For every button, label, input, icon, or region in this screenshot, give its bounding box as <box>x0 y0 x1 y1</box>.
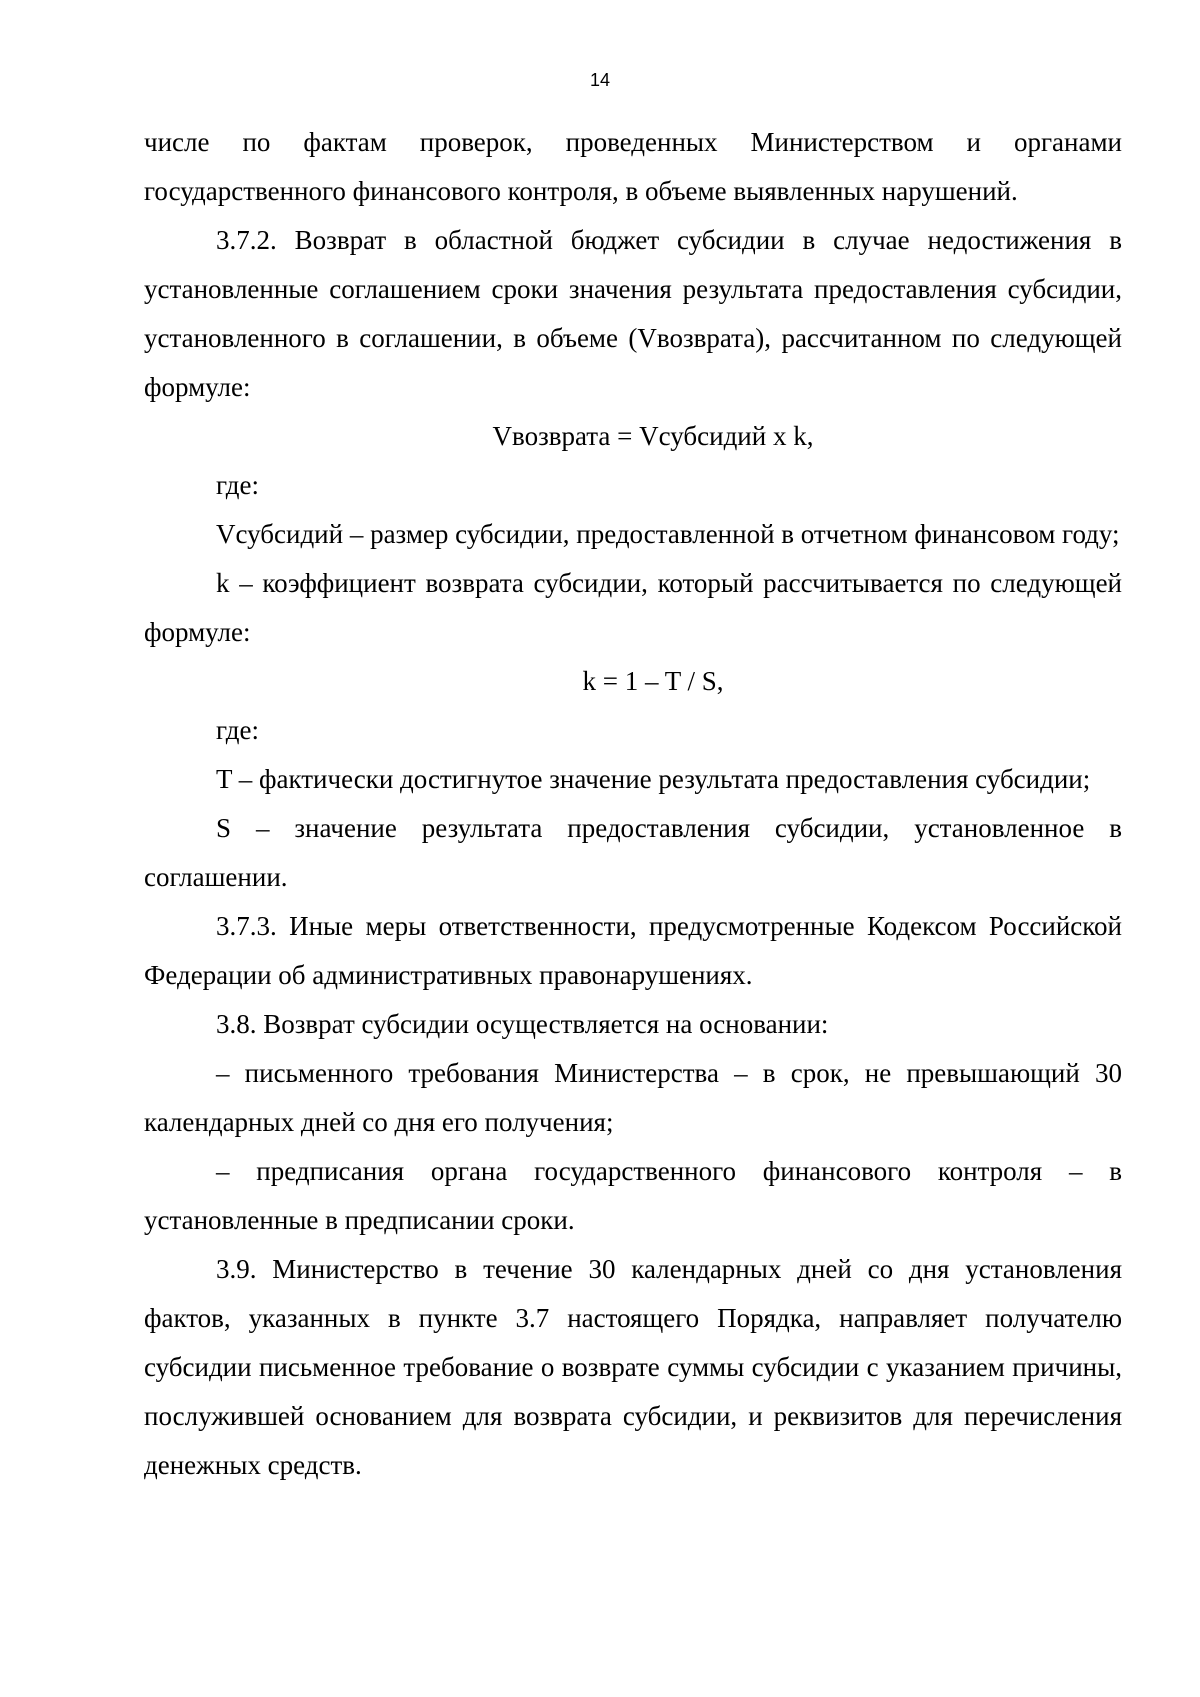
paragraph-3-7-3: 3.7.3. Иные меры ответственности, предусмотренные Кодексом Российской Федерации об административных правонарушениях. <box>144 911 1122 990</box>
formula-v-vozvrata: Vвозврата = Vсубсидий x k, <box>492 421 814 451</box>
paragraph-3-7-2: 3.7.2. Возврат в областной бюджет субсидии в случае недостижения в установленные соглашением сроки значения результата предоставления субсидии, установленного в соглашении, в объеме (Vвозврата), рассчитанном по следующей формуле: <box>144 225 1122 402</box>
paragraph-3-9: 3.9. Министерство в течение 30 календарных дней со дня установления фактов, указанных в пункте 3.7 настоящего Порядка, направляет получателю субсидии письменное требование о возврате суммы субсидии с указанием причины, послужившей основанием для возврата субсидии, и реквизитов для перечисления денежных средств. <box>144 1254 1122 1480</box>
definition-k: k – коэффициент возврата субсидии, который рассчитывается по следующей формуле: <box>144 568 1122 647</box>
formula-k: k = 1 – T / S, <box>582 666 724 696</box>
definition-t: T – фактически достигнутое значение результата предоставления субсидии; <box>216 764 1091 794</box>
list-item-prescription: – предписания органа государственного финансового контроля – в установленные в предписании сроки. <box>144 1156 1122 1235</box>
paragraph-3-8: 3.8. Возврат субсидии осуществляется на основании: <box>216 1009 829 1039</box>
definition-s: S – значение результата предоставления субсидии, установленное в соглашении. <box>144 813 1122 892</box>
where-label-2: где: <box>216 715 259 745</box>
page-number: 14 <box>589 70 611 90</box>
list-item-written-demand: – письменного требования Министерства – в срок, не превышающий 30 календарных дней со дня его получения; <box>144 1058 1122 1137</box>
definition-v-subsidiy: Vсубсидий – размер субсидии, предоставленной в отчетном финансовом году; <box>216 519 1120 549</box>
where-label-1: где: <box>216 470 259 500</box>
paragraph-continuation: числе по фактам проверок, проведенных Министерством и органами государственного финансового контроля, в объеме выявленных нарушений. <box>144 127 1122 206</box>
document-body <box>144 118 1122 1490</box>
